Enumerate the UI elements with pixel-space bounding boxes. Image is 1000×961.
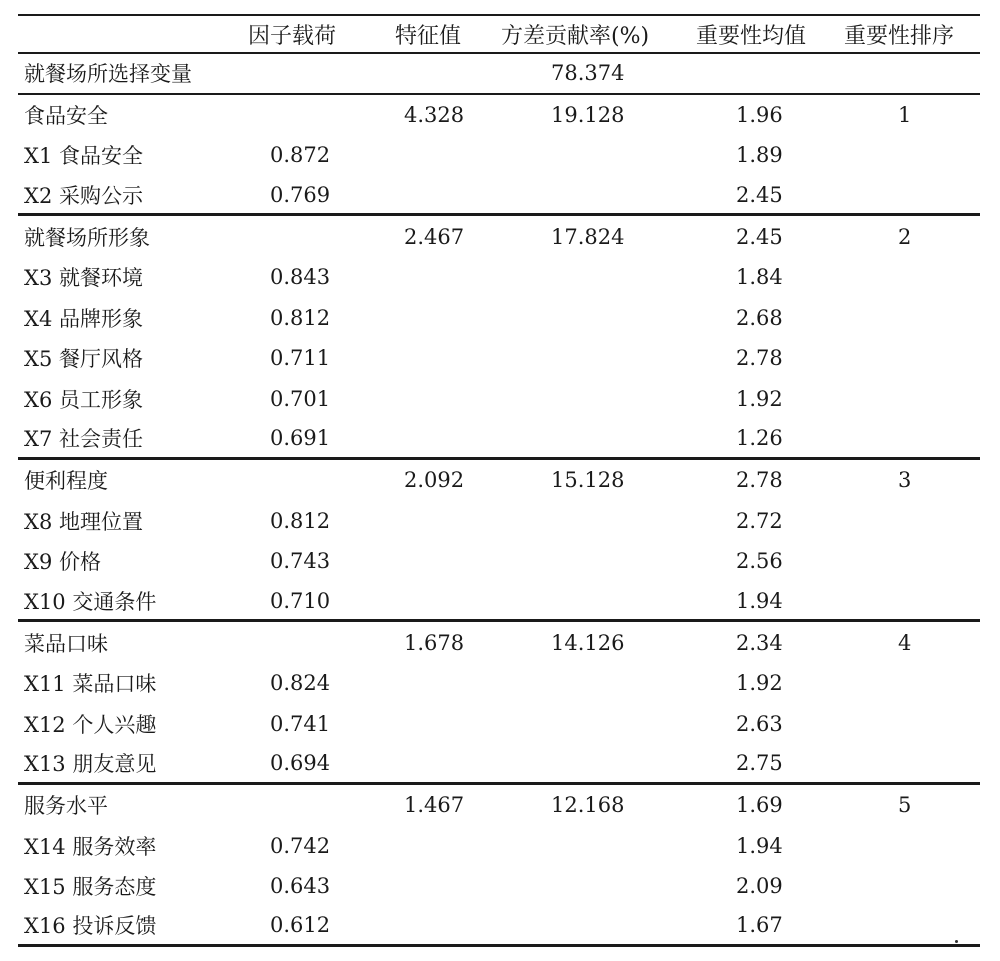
factor-loading-cell: 0.612 <box>270 913 331 938</box>
variable-label: X12 个人兴趣 <box>24 712 157 737</box>
factor-name: 服务水平 <box>24 793 108 818</box>
variable-row <box>18 257 980 298</box>
factor-group-row <box>18 95 980 136</box>
header-factor-loading: 因子载荷 <box>248 23 337 49</box>
factor-loading-cell: 0.694 <box>270 750 331 775</box>
eigenvalue-cell: 1.467 <box>404 792 465 817</box>
importance-mean-cell: 2.75 <box>736 750 783 775</box>
factor-group-row <box>18 460 980 501</box>
variance-cell: 19.128 <box>551 102 625 127</box>
header-importance-mean: 重要性均值 <box>696 23 807 49</box>
importance-rank-cell: 1 <box>898 102 912 127</box>
stray-dot <box>955 940 958 943</box>
variable-row <box>18 338 980 379</box>
factor-loading-cell: 0.812 <box>270 305 331 330</box>
factor-loading-cell: 0.643 <box>270 874 331 899</box>
importance-mean-cell: 2.56 <box>736 549 783 574</box>
eigenvalue-cell: 2.467 <box>404 224 465 249</box>
importance-mean-cell: 2.63 <box>736 711 783 736</box>
variance-cell: 17.824 <box>551 224 625 249</box>
factor-loading-cell: 0.872 <box>270 143 331 168</box>
factor-name: 就餐场所形象 <box>24 225 150 250</box>
overall-value: 78.374 <box>551 61 625 86</box>
factor-loading-cell: 0.769 <box>270 182 331 207</box>
table-body <box>18 95 980 947</box>
importance-rank-cell: 5 <box>898 792 912 817</box>
factor-group-row <box>18 622 980 663</box>
factor-loading-cell: 0.743 <box>270 549 331 574</box>
importance-mean-cell: 2.72 <box>736 508 783 533</box>
importance-mean-cell: 2.78 <box>736 468 783 493</box>
variance-cell: 15.128 <box>551 468 625 493</box>
importance-mean-cell: 2.78 <box>736 346 783 371</box>
variable-row <box>18 501 980 542</box>
importance-mean-cell: 2.68 <box>736 305 783 330</box>
variable-label: X1 食品安全 <box>24 144 143 169</box>
overall-label: 就餐场所选择变量 <box>24 62 192 87</box>
factor-name: 食品安全 <box>24 103 108 128</box>
variable-row <box>18 825 980 866</box>
eigenvalue-cell: 1.678 <box>404 630 465 655</box>
variable-row <box>18 379 980 420</box>
header-importance-rank: 重要性排序 <box>844 23 955 49</box>
variable-row <box>18 663 980 704</box>
variable-label: X7 社会责任 <box>24 427 143 452</box>
variable-label: X16 投诉反馈 <box>24 914 157 939</box>
importance-mean-cell: 1.67 <box>736 913 783 938</box>
factor-name: 便利程度 <box>24 469 108 494</box>
factor-loading-cell: 0.843 <box>270 265 331 290</box>
factor-loading-cell: 0.812 <box>270 508 331 533</box>
importance-rank-cell: 3 <box>898 468 912 493</box>
variable-label: X6 员工形象 <box>24 388 143 413</box>
importance-mean-cell: 1.94 <box>736 588 783 613</box>
eigenvalue-cell: 4.328 <box>404 102 465 127</box>
variable-label: X8 地理位置 <box>24 509 143 534</box>
variable-row <box>18 582 980 623</box>
variable-row <box>18 135 980 176</box>
importance-mean-cell: 2.45 <box>736 182 783 207</box>
variance-cell: 14.126 <box>551 630 625 655</box>
factor-group-row <box>18 216 980 257</box>
variable-row <box>18 176 980 217</box>
variable-row <box>18 298 980 339</box>
factor-loading-cell: 0.691 <box>270 426 331 451</box>
variable-label: X3 就餐环境 <box>24 266 143 291</box>
importance-mean-cell: 1.94 <box>736 833 783 858</box>
variable-row <box>18 541 980 582</box>
variable-label: X10 交通条件 <box>24 589 157 614</box>
factor-group-row <box>18 785 980 826</box>
factor-loading-cell: 0.741 <box>270 711 331 736</box>
factor-name: 菜品口味 <box>24 631 108 656</box>
variable-row <box>18 866 980 907</box>
header-variance-contribution: 方差贡献率(%) <box>501 23 650 49</box>
factor-loading-cell: 0.710 <box>270 588 331 613</box>
variance-cell: 12.168 <box>551 792 625 817</box>
importance-mean-cell: 1.96 <box>736 102 783 127</box>
variable-label: X14 服务效率 <box>24 834 157 859</box>
overall-row <box>18 54 980 95</box>
variable-row <box>18 419 980 460</box>
importance-mean-cell: 1.92 <box>736 671 783 696</box>
factor-loading-cell: 0.711 <box>270 346 331 371</box>
variable-label: X11 菜品口味 <box>24 672 157 697</box>
variable-label: X15 服务态度 <box>24 875 157 900</box>
variable-label: X4 品牌形象 <box>24 306 143 331</box>
factor-loading-cell: 0.824 <box>270 671 331 696</box>
variable-row <box>18 906 980 947</box>
importance-mean-cell: 2.34 <box>736 630 783 655</box>
importance-mean-cell: 2.45 <box>736 224 783 249</box>
variable-label: X9 价格 <box>24 550 101 575</box>
factor-loading-cell: 0.701 <box>270 387 331 412</box>
factor-analysis-table <box>18 14 980 947</box>
importance-mean-cell: 1.84 <box>736 265 783 290</box>
eigenvalue-cell: 2.092 <box>404 468 465 493</box>
importance-rank-cell: 4 <box>898 630 912 655</box>
importance-mean-cell: 1.69 <box>736 792 783 817</box>
importance-mean-cell: 1.26 <box>736 426 783 451</box>
factor-loading-cell: 0.742 <box>270 833 331 858</box>
variable-label: X5 餐厅风格 <box>24 347 143 372</box>
importance-rank-cell: 2 <box>898 224 912 249</box>
variable-label: X13 朋友意见 <box>24 751 157 776</box>
header-eigenvalue: 特征值 <box>395 23 462 49</box>
importance-mean-cell: 2.09 <box>736 874 783 899</box>
importance-mean-cell: 1.89 <box>736 143 783 168</box>
importance-mean-cell: 1.92 <box>736 387 783 412</box>
variable-row <box>18 744 980 785</box>
variable-label: X2 采购公示 <box>24 183 143 208</box>
table-header-row <box>18 14 980 54</box>
variable-row <box>18 704 980 745</box>
